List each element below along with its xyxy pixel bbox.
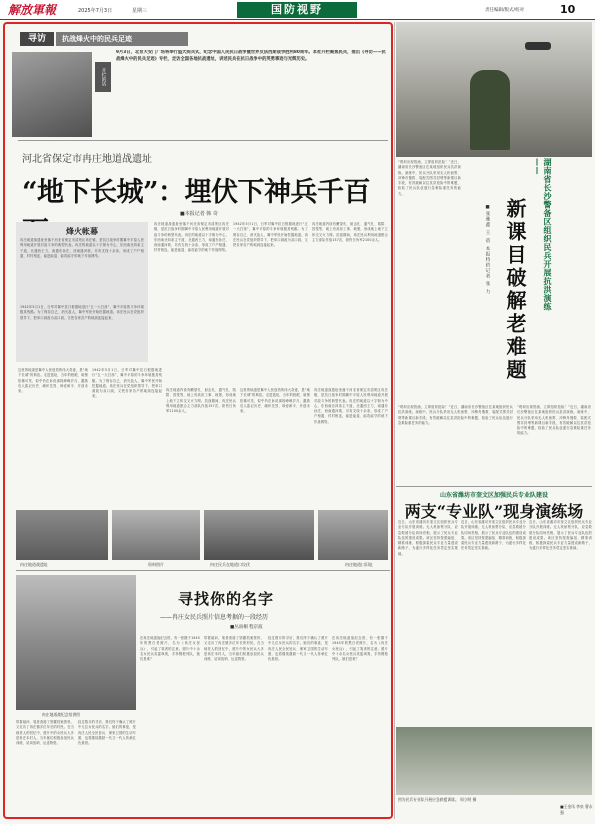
tunnel-photo-4 (318, 510, 388, 560)
hunan-article-text-1: “堤坝出现管涌，立即组织抢险！”近日，湖南省长沙警备区在某地组织民兵抗洪演练。演练中，民兵分队采用无人机侦察、冲锋舟搜救、装配式围井封堵等新课目新手段，有效破解以往抗洪抢险中的难题，检验了民兵队伍遂行急难险重任务的能力。 (398, 160, 461, 196)
article1-col2: 1942年5月1日，日军对冀中抗日根据地进行“五一大扫荡”，冀中平原的斗争环境极其残酷。为了保存自己、消灭敌人，冀中军民开始挖掘地道。冉庄民兵在党组织领导下，把单口洞改为双口洞，又把各家各户的地洞连接起来。 (233, 222, 308, 248)
masthead (0, 0, 595, 20)
article1-col1: 冉庄地道战遗址坐落于河北省保定市清苑区冉庄镇，是抗日战争时期冀中平原人民利用地道开展对敌斗争的典型代表。冉庄的地道以十字街为中心，东西南北四条主干道，北通西王力，南通东孙庄，西南通河坡，另有支线十余条，形成了户户相通、村村相连，能进能退、能攻能守的地下作战网络。 (154, 222, 229, 253)
tunnel-photo-3 (204, 510, 314, 560)
caption-3: 冉庄民兵在地道口设伏 (210, 562, 250, 567)
article1-col3: 冉庄地道内设有瞭望孔、射击孔、通气孔、陷阱、囚笼等，地上有高房工事、地堡，形成地上地下立体交叉火力网。抗战期间，冉庄民兵利用地道配合主力部队作战157次，毙伤日伪军2100余人。 (312, 222, 388, 242)
sidebar-title: 烽火帐幕 (66, 226, 98, 236)
hunan-kicker: 湖南省长沙警备区组织民兵开展抗洪演练—— (533, 158, 552, 311)
soldier-silhouette (470, 70, 510, 150)
editors-credit: 责任编辑/版式/校对 (485, 8, 525, 13)
page-number: 10 (560, 3, 576, 16)
caption-2: 资料图片 (148, 562, 164, 567)
caption-4: 冉庄地道口旧址 (345, 562, 373, 567)
women-photo-caption: 冉庄地道战纪念馆供图 (42, 712, 80, 717)
weifang-article-text-2: 近日，山东省潍坊市奎文区组织民兵专业分队开展训练。无人机侦察分队、应急救援分队同场亮相，展示了民兵专业队伍的建设成果。该区坚持按需编组、精准训练，积极探索民兵专业力量建设新路子，为遂行多样化任务奠定坚实基础。 (461, 520, 526, 551)
article2-col1: 在冉庄地道战纪念馆，有一张摄于1945年的黑白老照片，名为《冉庄女民兵》，引起了笔者的注意。照片中十余名女民兵英姿飒爽，手持钢枪列队，她们是谁？ (140, 636, 200, 662)
article2-subhead: ——冉庄女民兵照片信息考据的一段经历 (160, 614, 269, 621)
masthead-logo: 解放軍報 (8, 3, 57, 17)
hunan-headline: 新课目破解老难题 (503, 198, 527, 382)
weifang-article-text-3: 近日，山东省潍坊市奎文区组织民兵专业分队开展训练。无人机侦察分队、应急救援分队同场亮相，展示了民兵专业队伍的建设成果。该区坚持按需编组、精准训练，积极探索民兵专业力量建设新路子，为遂行多样化任务奠定坚实基础。 (529, 520, 592, 551)
article2-headline: 寻找你的名字 (178, 590, 275, 608)
weifang-photo (396, 727, 592, 795)
issue-weekday: 星期三 (132, 8, 148, 14)
article2-col5: 带着疑问，笔者查阅了馆藏档案资料，又走访了冉庄镇多位年长的村民。在当地老人的回忆中，照片中的女民兵大多是冉庄本村人，当年她们积极参加民兵训练、站岗放哨、运送物资。 (16, 720, 74, 746)
issue-date: 2025年7月3日 (78, 8, 113, 14)
intro-photo (12, 52, 92, 137)
drone-silhouette (525, 42, 551, 50)
article1-col8: 冉庄地道战遗址坐落于河北省保定市清苑区冉庄镇，是抗日战争时期冀中平原人民利用地道开展对敌斗争的典型代表。冉庄的地道以十字街为中心，东西南北四条主干道，北通西王力，南通东孙庄，西南通河坡，另有支线十余条，形成了户户相通、村村相连，能进能退、能攻能守的地下作战网络。 (314, 388, 388, 424)
article2-col3: 经过数月的寻访，我们终于确认了照片中几位女民兵的名字。她们的事迹，是冉庄人民全民皆兵、保家卫国的生动写照，也将继续激励一代又一代人传承红色基因。 (268, 636, 328, 662)
article2-byline: ■丛雨桐 程京波 (230, 625, 263, 630)
section-title: 国防视野 (237, 2, 357, 18)
intro-badge: 开栏的话 (95, 62, 111, 92)
tunnel-photo-1 (16, 510, 108, 560)
women-militia-photo (16, 575, 136, 710)
weifang-kicker: 山东省潍坊市奎文区加强民兵专业队建设 (439, 492, 548, 499)
article1-byline: ■本报记者 韩 奇 (180, 211, 218, 217)
hunan-article-text-2: “堤坝出现管涌，立即组织抢险！”近日，湖南省长沙警备区在某地组织民兵抗洪演练。演练中，民兵分队采用无人机侦察、冲锋舟搜救、装配式围井封堵等新课目新手段，有效破解以往抗洪抢险中的难题，检验了民兵队伍遂行急难险重任务的能力。 (517, 405, 591, 436)
sidebar-text: 冉庄地道战遗址坐落于河北省保定市清苑区冉庄镇，是抗日战争时期冀中平原人民利用地道开展对敌斗争的典型代表。冉庄的地道以十字街为中心，东西南北四条主干道，北通西王力，南通东孙庄，西南通河坡，另有支线十余条，形成了户户相通、村村相连，能进能退、能攻能守的地下作战网络。 (20, 238, 144, 258)
article2-col2: 带着疑问，笔者查阅了馆藏档案资料，又走访了冉庄镇多位年长的村民。在当地老人的回忆中，照片中的女民兵大多是冉庄本村人，当年她们积极参加民兵训练、站岗放哨、运送物资。 (204, 636, 264, 662)
article2-col4: 在冉庄地道战纪念馆，有一张摄于1945年的黑白老照片，名为《冉庄女民兵》，引起了笔者的注意。照片中十余名女民兵英姿飒爽，手持钢枪列队，她们是谁？ (332, 636, 388, 662)
tunnel-photo-2 (112, 510, 200, 560)
weifang-byline: ■王金凤 李泉 曹永强 (560, 804, 593, 815)
article2-col6: 经过数月的寻访，我们终于确认了照片中几位女民兵的名字。她们的事迹，是冉庄人民全民皆兵、保家卫国的生动写照，也将继续激励一代又一代人传承红色基因。 (78, 720, 136, 746)
article1-location: 河北省保定市冉庄地道战遗址 (22, 154, 152, 165)
weifang-caption: 图为民兵专业队开展应急救援训练。 周立明 摄 (398, 797, 477, 802)
article1-col7: 这里的地道是冀中人民创造的伟大奇迹，是“地下长城”的典范。走进遗址，当年的枪眼、暗堡依稀可见，似乎仍在诉说那段峥嵘岁月，激励后人铭记历史、缅怀先烈、珍爱和平、开创未来。 (240, 388, 310, 414)
hunan-article-text-3: “堤坝出现管涌，立即组织抢险！”近日，湖南省长沙警备区在某地组织民兵抗洪演练。演练中，民兵分队采用无人机侦察、冲锋舟搜救、装配式围井封堵等新课目新手段，有效破解以往抗洪抢险中的难题，检验了民兵队伍遂行急难险重任务的能力。 (398, 405, 513, 425)
hunan-byline: ■张雅鑫 王 蓓 本报特约记者 张 力 (485, 205, 490, 295)
sidebar-text-2: 1942年5月1日，日军对冀中抗日根据地进行“五一大扫荡”，冀中平原的斗争环境极其残酷。为了保存自己、消灭敌人，冀中军民开始挖掘地道。冉庄民兵在党组织领导下，把单口洞改为双口洞，又把各家各户的地洞连接起来。 (20, 305, 144, 320)
article1-col5: 1942年5月1日，日军对冀中抗日根据地进行“五一大扫荡”，冀中平原的斗争环境极其残酷。为了保存自己、消灭敌人，冀中军民开始挖掘地道。冉庄民兵在党组织领导下，把单口洞改为双口洞，又把各家各户的地洞连接起来。 (92, 368, 162, 399)
weifang-headline: 两支“专业队”现身演练场 (404, 502, 584, 521)
article1-headline: “地下长城”：埋伏下神兵千百 (22, 177, 371, 208)
article1-col6: 冉庄地道内设有瞭望孔、射击孔、通气孔、陷阱、囚笼等，地上有高房工事、地堡，形成地上地下立体交叉火力网。抗战期间，冉庄民兵利用地道配合主力部队作战157次，毙伤日伪军2100余人。 (166, 388, 236, 414)
caption-1: 冉庄地道战遗址 (20, 562, 48, 567)
series-tag: 寻访 (20, 32, 54, 46)
column-divider (394, 22, 395, 819)
weifang-article-text-1: 近日，山东省潍坊市奎文区组织民兵专业分队开展训练。无人机侦察分队、应急救援分队同场亮相，展示了民兵专业队伍的建设成果。该区坚持按需编组、精准训练，积极探索民兵专业力量建设新路子，为遂行多样化任务奠定坚实基础。 (398, 520, 458, 556)
article1-col4: 这里的地道是冀中人民创造的伟大奇迹，是“地下长城”的典范。走进遗址，当年的枪眼、暗堡依稀可见，似乎仍在诉说那段峥嵘岁月，激励后人铭记历史、缅怀先烈、珍爱和平、开创未来。 (18, 368, 88, 394)
series-title: 抗战烽火中的民兵足迹 (56, 32, 188, 46)
intro-text: 9月3日，北京天安门广场将举行盛大阅兵式，纪念中国人民抗日战争暨世界反法西斯战争胜利80周年。本社开栏聚焦民兵，推出《寻访——抗战烽火中的民兵足迹》专栏，走访全国各地抗战遗址，讲述民兵在抗日战争中的英勇事迹与光辉历史。 (116, 50, 386, 62)
